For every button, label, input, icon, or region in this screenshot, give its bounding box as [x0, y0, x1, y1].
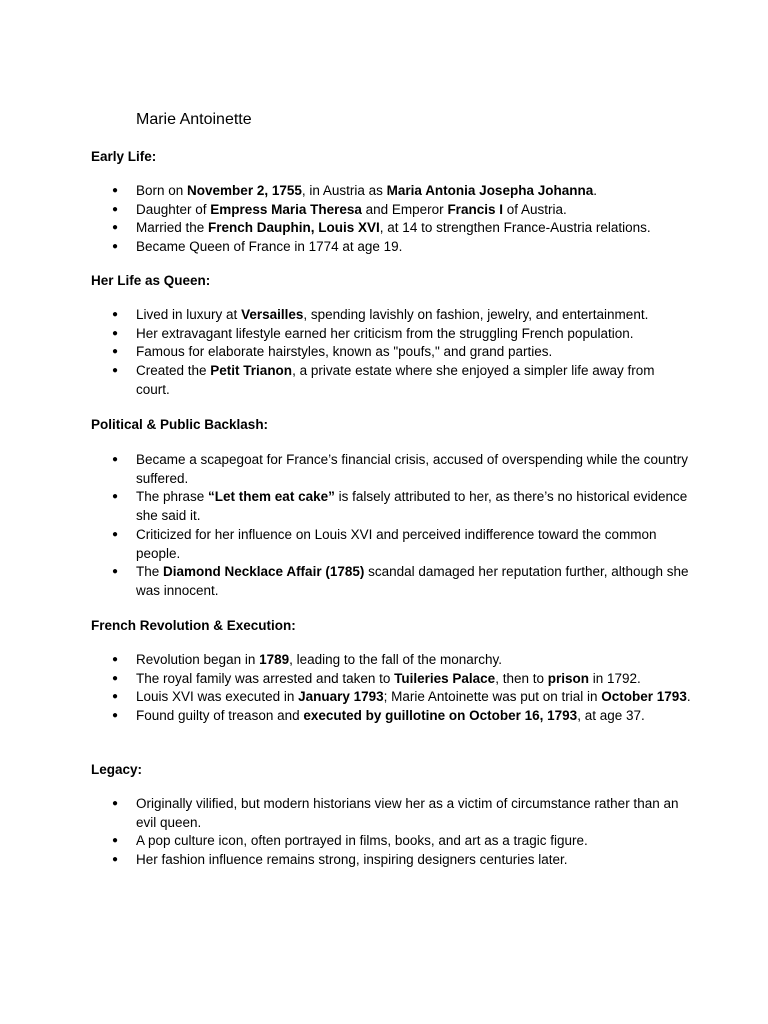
text: Became a scapegoat for France’s financial crisis, accused of overspending while the country suffered. [136, 452, 689, 486]
text: in 1792. [589, 670, 641, 686]
text: of Austria. [502, 201, 567, 217]
list-item [91, 201, 691, 220]
early-life-list [91, 182, 691, 257]
text: Her extravagant lifestyle earned her criticism from the struggling French population. [136, 325, 634, 341]
list-item [91, 563, 691, 600]
bold-text: Versailles [241, 307, 304, 322]
bold-text: Maria Antonia Josepha Johanna [386, 183, 594, 198]
bold-text: 1789 [259, 652, 290, 667]
list-item [91, 238, 691, 257]
text: . [593, 183, 597, 198]
list-item [91, 707, 691, 726]
text: , leading to the fall of the monarchy. [289, 652, 503, 667]
list-item [91, 306, 691, 325]
text: Created the [136, 363, 211, 379]
bold-text: January 1793 [298, 689, 384, 705]
bold-text: “Let them eat cake” [208, 489, 335, 505]
bold-text: Petit Trianon [210, 363, 293, 379]
list-item [91, 219, 691, 238]
list-item [91, 451, 691, 488]
bold-text: executed by guillotine on October 16, 1793 [303, 708, 578, 724]
text: and Emperor [361, 201, 448, 217]
political-backlash-list [91, 451, 691, 601]
page-title: Marie Antoinette [136, 111, 252, 128]
list-item [91, 651, 691, 670]
text: , then to [495, 670, 548, 686]
list-item [91, 851, 691, 870]
text: , spending lavishly on fashion, jewelry, and entertainment. [303, 307, 649, 322]
list-item [91, 688, 691, 707]
list-item [91, 325, 691, 344]
text: Famous for elaborate hairstyles, known as "poufs," and grand parties. [136, 344, 553, 360]
list-item [91, 832, 691, 851]
text: A pop culture icon, often portrayed in films, books, and art as a tragic figure. [136, 833, 588, 849]
revolution-execution-list [91, 651, 691, 726]
bold-text: Diamond Necklace Affair (1785) [163, 564, 365, 580]
text: Married the [136, 220, 209, 236]
list-item [91, 362, 691, 399]
text: The royal family was arrested and taken to [136, 670, 395, 686]
section-heading-life-as-queen: Her Life as Queen: [91, 273, 211, 288]
text: is falsely attributed to her, as there’s no historical evidence she said it. [136, 489, 688, 524]
text: Criticized for her influence on Louis XVI and perceived indifference toward the common people. [136, 526, 657, 561]
text: Born on [136, 183, 188, 198]
list-item [91, 526, 691, 563]
list-item [91, 343, 691, 362]
bold-text: Tuileries Palace [394, 670, 496, 686]
section-heading-legacy: Legacy: [91, 762, 143, 777]
text: , at age 37. [577, 708, 645, 724]
text: Lived in luxury at [136, 307, 242, 322]
text: Became Queen of France in 1774 at age 19. [136, 239, 403, 255]
text: The phrase [136, 489, 209, 505]
text: Louis XVI was executed in [136, 689, 299, 705]
section-heading-early-life: Early Life: [91, 149, 157, 164]
bold-text: Empress Maria Theresa [210, 201, 362, 217]
legacy-list [91, 795, 691, 870]
text: , a private estate where she enjoyed a simpler life away from court. [136, 363, 655, 397]
bold-text: November 2, 1755 [187, 183, 302, 198]
text: The [136, 564, 164, 580]
text: Originally vilified, but modern historians view her as a victim of circumstance rather than an evil queen. [136, 796, 679, 830]
list-item [91, 670, 691, 689]
bold-text: October 1793 [601, 689, 687, 705]
bold-text: Francis I [447, 201, 503, 217]
list-item [91, 488, 691, 525]
section-heading-political-backlash: Political & Public Backlash: [91, 417, 269, 432]
text: , at 14 to strengthen France-Austria relations. [379, 220, 651, 236]
list-item [91, 182, 691, 201]
text: Found guilty of treason and [136, 708, 304, 724]
text: . [686, 689, 691, 705]
text: , in Austria as [301, 183, 387, 198]
life-as-queen-list [91, 306, 691, 400]
text: Daughter of [136, 201, 211, 217]
list-item [91, 795, 691, 832]
text: scandal damaged her reputation further, although she was innocent. [136, 564, 689, 598]
text: ; Marie Antoinette was put on trial in [383, 689, 602, 705]
text: Her fashion influence remains strong, inspiring designers centuries later. [136, 852, 568, 868]
bold-text: French Dauphin, Louis XVI [208, 220, 380, 236]
bold-text: prison [547, 670, 589, 686]
text: Revolution began in [136, 652, 260, 667]
section-heading-revolution-execution: French Revolution & Execution: [91, 618, 296, 633]
